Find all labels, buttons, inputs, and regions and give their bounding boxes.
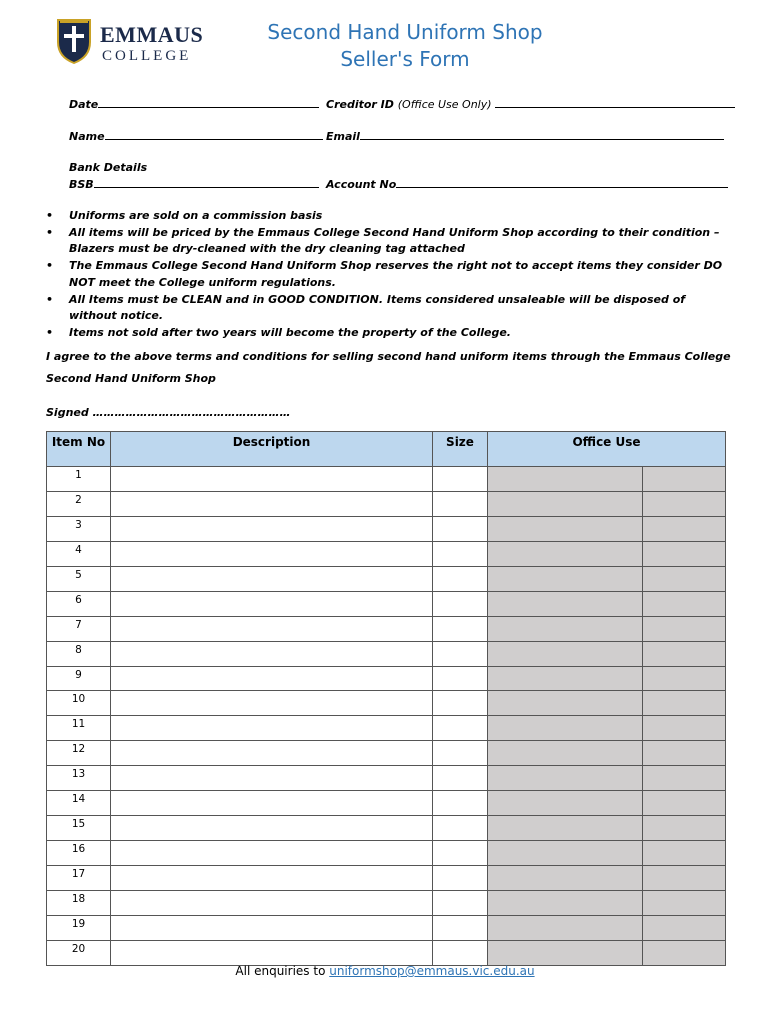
table-body xyxy=(47,467,726,966)
office-use-cell xyxy=(488,666,643,691)
size-cell[interactable] xyxy=(433,866,488,891)
item-no-cell: 9 xyxy=(47,666,111,691)
table-row xyxy=(47,791,726,816)
office-use-cell xyxy=(488,791,643,816)
description-cell[interactable] xyxy=(111,641,433,666)
size-cell[interactable] xyxy=(433,940,488,965)
signature-line[interactable]: Signed ……………………………………………… xyxy=(46,406,291,419)
office-use-cell xyxy=(488,741,643,766)
bullet-icon: • xyxy=(46,326,54,340)
terms-item: • Items not sold after two years will become the property of the College. xyxy=(46,325,726,341)
date-label: Date xyxy=(69,98,99,111)
office-use-cell xyxy=(488,915,643,940)
office-use-cell-2 xyxy=(643,566,726,591)
table-row xyxy=(47,691,726,716)
office-use-cell xyxy=(488,766,643,791)
office-use-cell xyxy=(488,890,643,915)
office-use-cell xyxy=(488,591,643,616)
item-no-cell: 10 xyxy=(47,691,111,716)
item-no-cell: 2 xyxy=(47,491,111,516)
terms-item: • All Items must be CLEAN and in GOOD CONDITION. Items considered unsaleable will be disposed of without notice. xyxy=(46,292,686,323)
item-no-cell: 5 xyxy=(47,566,111,591)
size-cell[interactable] xyxy=(433,791,488,816)
item-no-cell: 17 xyxy=(47,866,111,891)
office-use-cell xyxy=(488,716,643,741)
office-use-cell-2 xyxy=(643,741,726,766)
office-use-cell-2 xyxy=(643,866,726,891)
size-cell[interactable] xyxy=(433,691,488,716)
email-label: Email xyxy=(326,130,360,143)
office-use-cell xyxy=(488,691,643,716)
table-header-row xyxy=(47,432,726,467)
description-cell[interactable] xyxy=(111,766,433,791)
description-cell[interactable] xyxy=(111,591,433,616)
logo-sub: COLLEGE xyxy=(102,48,192,64)
date-field[interactable] xyxy=(69,97,319,111)
size-cell[interactable] xyxy=(433,641,488,666)
description-cell[interactable] xyxy=(111,841,433,866)
table-row xyxy=(47,591,726,616)
office-use-cell-2 xyxy=(643,691,726,716)
office-use-cell-2 xyxy=(643,541,726,566)
header-item-no: Item No xyxy=(47,432,111,467)
description-cell[interactable] xyxy=(111,816,433,841)
name-field[interactable] xyxy=(69,129,323,143)
item-no-cell: 13 xyxy=(47,766,111,791)
table-row xyxy=(47,841,726,866)
description-cell[interactable] xyxy=(111,741,433,766)
office-use-cell-2 xyxy=(643,716,726,741)
table-row xyxy=(47,866,726,891)
creditor-id-field[interactable] xyxy=(326,97,735,111)
office-use-cell-2 xyxy=(643,616,726,641)
agreement-text: I agree to the above terms and conditions for selling second hand uniform items through the Emmaus College Second Hand Uniform Shop xyxy=(46,350,731,385)
size-cell[interactable] xyxy=(433,766,488,791)
size-cell[interactable] xyxy=(433,915,488,940)
description-cell[interactable] xyxy=(111,890,433,915)
office-use-cell-2 xyxy=(643,591,726,616)
email-field[interactable] xyxy=(326,129,724,143)
item-no-cell: 14 xyxy=(47,791,111,816)
table-row xyxy=(47,766,726,791)
office-use-cell-2 xyxy=(643,467,726,492)
office-use-cell-2 xyxy=(643,841,726,866)
description-cell[interactable] xyxy=(111,616,433,641)
office-use-cell-2 xyxy=(643,816,726,841)
account-no-label: Account No xyxy=(326,178,397,191)
description-cell[interactable] xyxy=(111,915,433,940)
item-no-cell: 16 xyxy=(47,841,111,866)
page-title: Second Hand Uniform Shop xyxy=(267,20,543,44)
bullet-icon: • xyxy=(46,259,54,273)
item-no-cell: 7 xyxy=(47,616,111,641)
terms-item: • All items will be priced by the Emmaus College Second Hand Uniform Shop according to their condition – Blazers must be dry-cleaned with the dry cleaning tag attached xyxy=(46,226,720,256)
office-use-cell xyxy=(488,566,643,591)
size-cell[interactable] xyxy=(433,890,488,915)
description-cell[interactable] xyxy=(111,940,433,965)
office-use-cell-2 xyxy=(643,791,726,816)
office-use-cell xyxy=(488,616,643,641)
table-row xyxy=(47,491,726,516)
item-no-cell: 12 xyxy=(47,741,111,766)
items-table xyxy=(46,431,726,966)
table-row xyxy=(47,915,726,940)
size-cell[interactable] xyxy=(433,816,488,841)
bank-details-label: Bank Details xyxy=(69,161,148,174)
office-use-cell xyxy=(488,541,643,566)
table-row xyxy=(47,666,726,691)
table-row xyxy=(47,716,726,741)
description-cell[interactable] xyxy=(111,691,433,716)
office-use-cell-2 xyxy=(643,890,726,915)
item-no-cell: 15 xyxy=(47,816,111,841)
header-size: Size xyxy=(433,432,488,467)
bullet-icon: • xyxy=(46,292,54,306)
size-cell[interactable] xyxy=(433,591,488,616)
description-cell[interactable] xyxy=(111,866,433,891)
office-use-cell xyxy=(488,866,643,891)
item-no-cell: 18 xyxy=(47,890,111,915)
size-cell[interactable] xyxy=(433,716,488,741)
description-cell[interactable] xyxy=(111,566,433,591)
header-description: Description xyxy=(111,432,433,467)
size-cell[interactable] xyxy=(433,491,488,516)
header-office-use: Office Use xyxy=(488,432,726,467)
office-use-cell xyxy=(488,841,643,866)
page-subtitle: Seller's Form xyxy=(340,47,470,71)
description-cell[interactable] xyxy=(111,516,433,541)
description-cell[interactable] xyxy=(111,491,433,516)
size-cell[interactable] xyxy=(433,541,488,566)
office-use-cell-2 xyxy=(643,940,726,965)
terms-item: • The Emmaus College Second Hand Uniform Shop reserves the right not to accept items they consider DO NOT meet the College uniform regulations. xyxy=(46,259,723,289)
size-cell[interactable] xyxy=(433,741,488,766)
footer-text: All enquiries to xyxy=(235,964,330,978)
footer xyxy=(0,964,770,978)
description-cell[interactable] xyxy=(111,791,433,816)
table-row xyxy=(47,467,726,492)
table-row xyxy=(47,516,726,541)
item-no-cell: 6 xyxy=(47,591,111,616)
table-row xyxy=(47,541,726,566)
table-row xyxy=(47,816,726,841)
table-row xyxy=(47,741,726,766)
bsb-label: BSB xyxy=(69,178,94,191)
office-use-cell-2 xyxy=(643,915,726,940)
office-use-cell-2 xyxy=(643,491,726,516)
office-use-cell-2 xyxy=(643,641,726,666)
size-cell[interactable] xyxy=(433,467,488,492)
item-no-cell: 8 xyxy=(47,641,111,666)
office-use-cell xyxy=(488,516,643,541)
bullet-icon: • xyxy=(46,209,54,222)
name-label: Name xyxy=(69,130,105,143)
item-no-cell: 4 xyxy=(47,541,111,566)
emmaus-college-logo xyxy=(56,18,204,66)
size-cell[interactable] xyxy=(433,566,488,591)
account-no-field[interactable] xyxy=(326,177,728,191)
office-use-only-note: (Office Use Only) xyxy=(397,98,492,111)
description-cell[interactable] xyxy=(111,541,433,566)
creditor-id-label: Creditor ID xyxy=(326,98,394,111)
office-use-cell-2 xyxy=(643,516,726,541)
description-cell[interactable] xyxy=(111,666,433,691)
office-use-cell-2 xyxy=(643,766,726,791)
bsb-field[interactable] xyxy=(69,177,319,191)
table-row xyxy=(47,566,726,591)
terms-item: • Uniforms are sold on a commission basis xyxy=(46,208,726,224)
office-use-cell xyxy=(488,491,643,516)
office-use-cell xyxy=(488,816,643,841)
office-use-cell xyxy=(488,641,643,666)
size-cell[interactable] xyxy=(433,841,488,866)
description-cell[interactable] xyxy=(111,467,433,492)
office-use-cell xyxy=(488,940,643,965)
office-use-cell xyxy=(488,467,643,492)
item-no-cell: 20 xyxy=(47,940,111,965)
bullet-icon: • xyxy=(46,226,54,239)
size-cell[interactable] xyxy=(433,516,488,541)
table-row xyxy=(47,641,726,666)
table-row xyxy=(47,940,726,965)
item-no-cell: 11 xyxy=(47,716,111,741)
item-no-cell: 3 xyxy=(47,516,111,541)
table-row xyxy=(47,890,726,915)
table-row xyxy=(47,616,726,641)
size-cell[interactable] xyxy=(433,616,488,641)
item-no-cell: 19 xyxy=(47,915,111,940)
office-use-cell-2 xyxy=(643,666,726,691)
college-crest-icon xyxy=(56,18,92,64)
size-cell[interactable] xyxy=(433,666,488,691)
enquiries-email-link[interactable]: uniformshop@emmaus.vic.edu.au xyxy=(329,964,535,978)
description-cell[interactable] xyxy=(111,716,433,741)
item-no-cell: 1 xyxy=(47,467,111,492)
logo-name: EMMAUS xyxy=(100,22,204,47)
terms-list xyxy=(46,208,726,342)
